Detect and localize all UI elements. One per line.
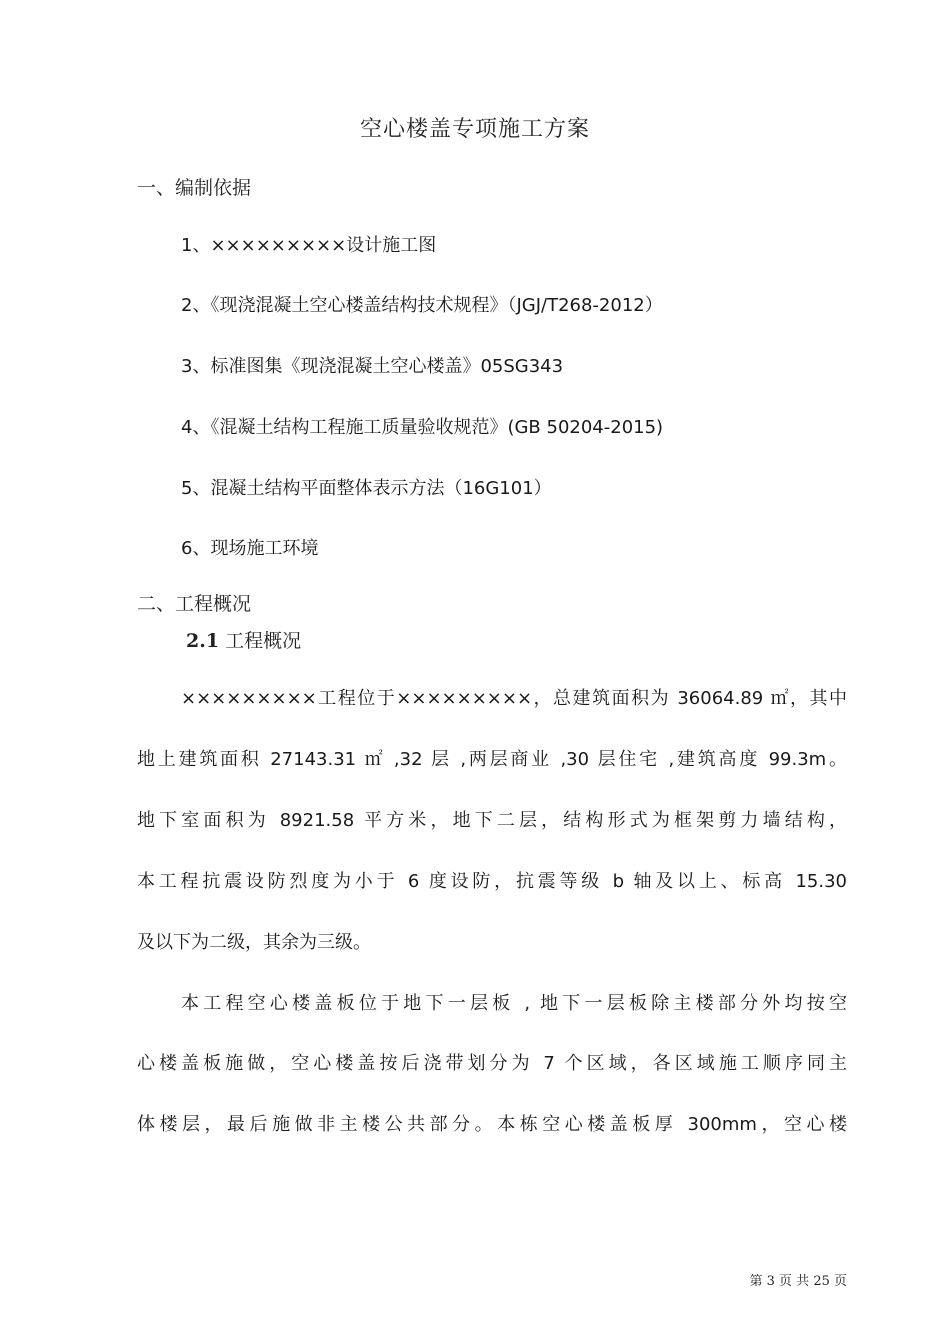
reference-item: 1、×××××××××设计施工图 xyxy=(181,235,437,256)
reference-item: 2、《现浇混凝土空心楼盖结构技术规程》（JGJ/T268-2012） xyxy=(181,295,663,316)
paragraph-line: 地上建筑面积 27143.31 ㎡ ,32 层 ,两层商业 ,30 层住宅 ,建筑高度 99.3m。 xyxy=(137,749,847,770)
subsection-heading xyxy=(186,626,301,653)
paragraph-line: 本工程抗震设防烈度为小于 6 度设防，抗震等级 b 轴及以上、标高 15.30 xyxy=(137,871,847,892)
paragraph-line: 体楼层，最后施做非主楼公共部分。本栋空心楼盖板厚 300mm，空心楼 xyxy=(137,1114,847,1135)
reference-item: 6、现场施工环境 xyxy=(181,538,319,559)
paragraph-line: 及以下为二级，其余为三级。 xyxy=(137,932,371,953)
paragraph-line: 本工程空心楼盖板位于地下一层板 , 地下一层板除主楼部分外均按空 xyxy=(181,993,847,1014)
reference-item: 3、标准图集《现浇混凝土空心楼盖》05SG343 xyxy=(181,356,564,377)
reference-item: 4、《混凝土结构工程施工质量验收规范》(GB 50204-2015) xyxy=(181,417,664,438)
page-footer: 第 3 页 共 25 页 xyxy=(749,1274,847,1289)
paragraph-line: 心楼盖板施做，空心楼盖按后浇带划分为 7 个区域，各区域施工顺序同主 xyxy=(137,1053,847,1074)
document-title: 空心楼盖专项施工方案 xyxy=(359,117,590,142)
reference-item: 5、混凝土结构平面整体表示方法（16G101） xyxy=(181,478,552,499)
subsection-title: 工程概况 xyxy=(219,630,302,652)
subsection-number: 2.1 xyxy=(186,630,220,652)
section-heading-basis: 一、编制依据 xyxy=(137,177,252,199)
section-heading-overview: 二、工程概况 xyxy=(137,593,252,615)
paragraph-line: ×××××××××工程位于×××××××××，总建筑面积为 36064.89 ㎡，其中 xyxy=(181,688,847,709)
paragraph-line: 地下室面积为 8921.58 平方米，地下二层，结构形式为框架剪力墙结构， xyxy=(137,810,847,831)
